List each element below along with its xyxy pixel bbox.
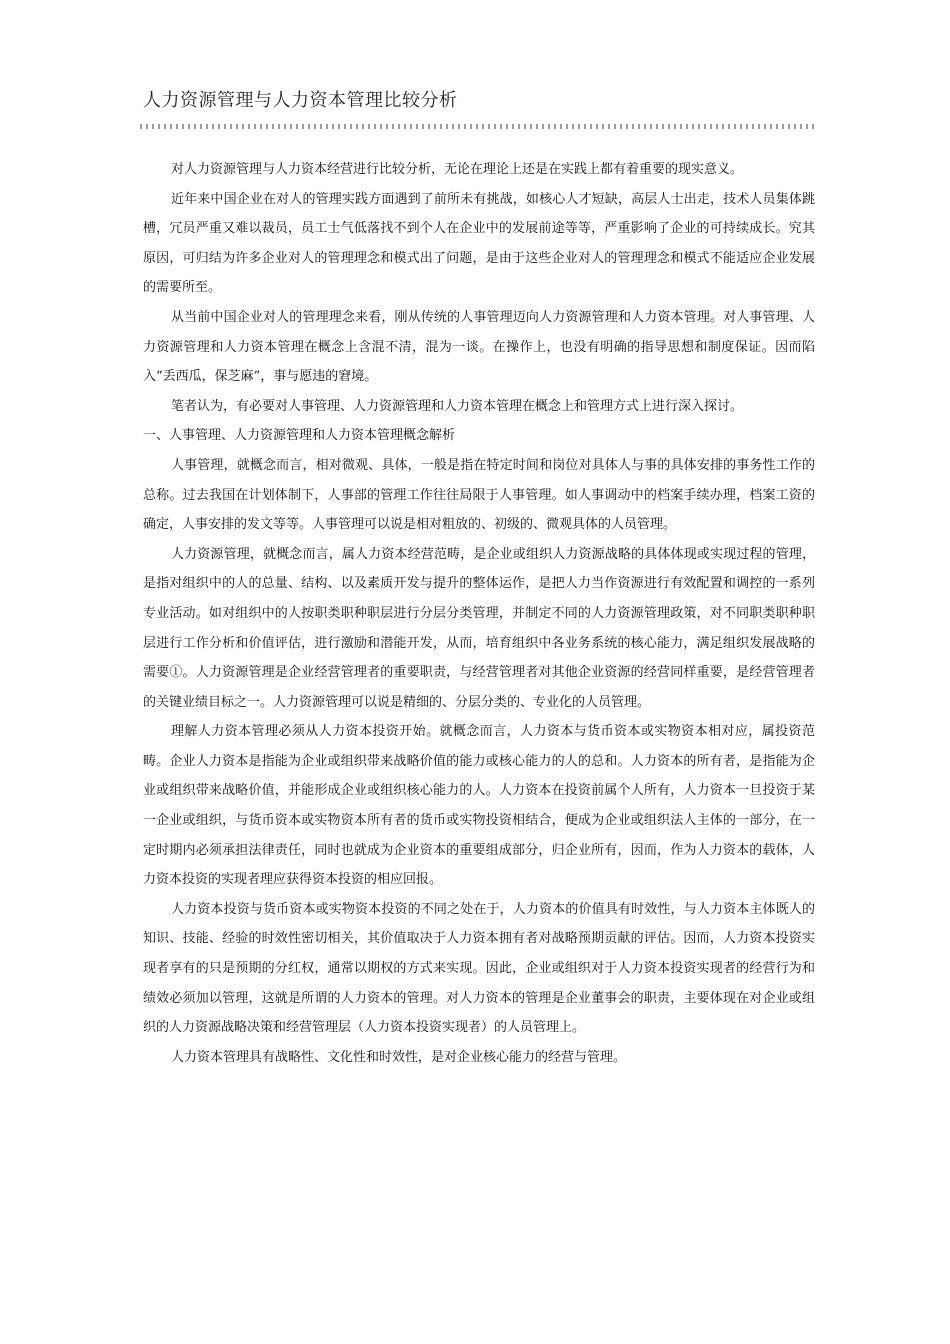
section-heading: 一、人事管理、人力资源管理和人力资本管理概念解析	[143, 428, 456, 444]
document-body	[143, 155, 815, 1072]
human-capital-summary-paragraph: 人力资本管理具有战略性、文化性和时效性，是对企业核心能力的经营与管理。	[171, 1049, 627, 1065]
human-capital-investment-paragraph: 人力资本投资与货币资本或实物资本投资的不同之处在于，人力资本的价值具有时效性，与人力资本主体既人的知识、技能、经验的时效性密切相关，其价值取决于人力资本拥有者对战略预期贡献的评估。因而，人力资本投资实现者享有的只是预期的分红权，通常以期权的方式来实现。因此，企业或组织对于人力资本投资实现者的经营行为和绩效必须加以管理，这就是所谓的人力资本的管理。对人力资本的管理是企业董事会的职责，主要体现在对企业或组织的人力资源战略决策和经营管理层（人力资本投资实现者）的人员管理上。	[143, 901, 815, 1036]
document-title: 人力资源管理与人力资本管理比较分析	[143, 90, 458, 111]
background-paragraph: 近年来中国企业在对人的管理实践方面遇到了前所未有挑战，如核心人才短缺，高层人士出走，技术人员集体跳槽，冗员严重又难以裁员，员工士气低落找不到个人在企业中的发展前途等等，严重影响了企业的可持续成长。究其原因，可归结为许多企业对人的管理理念和模式出了问题，是由于这些企业对人的管理理念和模式不能适应企业发展的需要所至。	[143, 191, 815, 296]
intro-paragraph: 对人力资源管理与人力资本经营进行比较分析，无论在理论上还是在实践上都有着重要的现实意义。	[171, 162, 744, 177]
human-capital-paragraph: 理解人力资本管理必须从人力资本投资开始。就概念而言，人力资本与货币资本或实物资本相对应，属投资范畴。企业人力资本是指能为企业或组织带来战略价值的能力或核心能力的人的总和。人力资本的所有者，是指能为企业或组织带来战略价值，并能形成企业或组织核心能力的人。人力资本在投资前属个人所有，人力资本一旦投资于某一企业或组织，与货币资本或实物资本所有者的货币或实物投资相结合，便成为企业或组织法人主体的一部分，在一定时期内必须承担法律责任，同时也就成为企业资本的重要组成部分，归企业所有，因而，作为人力资本的载体，人力资本投资的实现者理应获得资本投资的相应回报。	[143, 724, 815, 888]
hr-management-paragraph: 人力资源管理，就概念而言，属人力资本经营范畴，是企业或组织人力资源战略的具体体现或实现过程的管理，是指对组织中的人的总量、结构、以及素质开发与提升的整体运作，是把人力当作资源进行有效配置和调控的一系列专业活动。如对组织中的人按职类职种职层进行分层分类管理，并制定不同的人力资源管理政策，对不同职类职种职层进行工作分析和价值评估，进行激励和潜能开发，从而，培育组织中各业务系统的核心能力，满足组织发展战略的需要①。人力资源管理是企业经营管理者的重要职责，与经营管理者对其他企业资源的经营同样重要，是经营管理者的关键业绩目标之一。人力资源管理可以说是精细的、分层分类的、专业化的人员管理。	[143, 546, 815, 710]
current-situation-paragraph: 从当前中国企业对人的管理理念来看，刚从传统的人事管理迈向人力资源管理和人力资本管理。对人事管理、人力资源管理和人力资本管理在概念上含混不清，混为一谈。在操作上，也没有明确的指导思想和制度保证。因而陷入“丢西瓜，保芝麻”，事与愿违的窘境。	[143, 309, 815, 385]
author-view-paragraph: 笔者认为，有必要对人事管理、人力资源管理和人力资本管理在概念上和管理方式上进行深入探讨。	[171, 398, 744, 414]
title-divider	[140, 124, 815, 129]
personnel-management-paragraph: 人事管理，就概念而言，相对微观、具体，一般是指在特定时间和岗位对具体人与事的具体安排的事务性工作的总称。过去我国在计划体制下，人事部的管理工作往往局限于人事管理。如人事调动中的档案手续办理，档案工资的确定，人事安排的发文等等。人事管理可以说是相对粗放的、初级的、微观具体的人员管理。	[143, 457, 815, 533]
